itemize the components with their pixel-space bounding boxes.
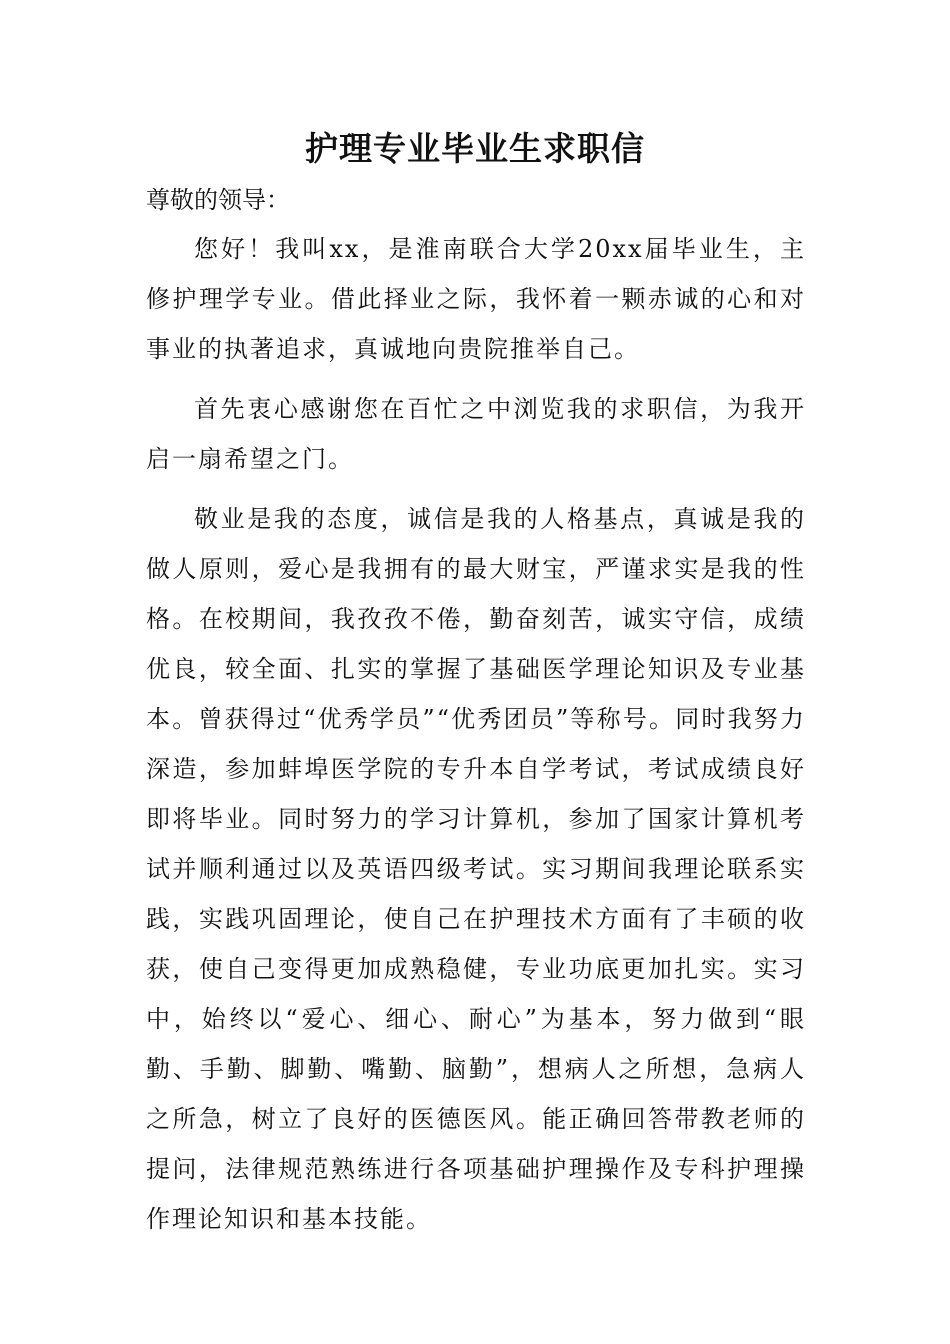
paragraph-thanks: 首先衷心感谢您在百忙之中浏览我的求职信，为我开启一扇希望之门。 [146, 395, 806, 473]
salutation: 尊敬的领导： [146, 186, 290, 214]
letter-body [146, 224, 806, 1254]
paragraph-qualifications: 敬业是我的态度，诚信是我的人格基点，真诚是我的做人原则，爱心是我拥有的最大财宝，严谨求实是我的性格。在校期间，我孜孜不倦，勤奋刻苦，诚实守信，成绩优良，较全面、扎实的掌握了基础医学理论知识及专业基本。曾获得过“优秀学员”“优秀团员”等称号。同时我努力深造，参加蚌埠医学院的专升本自学考试，考试成绩良好即将毕业。同时努力的学习计算机，参加了国家计算机考试并顺利通过以及英语四级考试。实习期间我理论联系实践，实践巩固理论，使自己在护理技术方面有了丰硕的收获，使自己变得更加成熟稳健，专业功底更加扎实。实习中，始终以“爱心、细心、耐心”为基本，努力做到“眼勤、手勤、脚勤、嘴勤、脑勤”，想病人之所想，急病人之所急，树立了良好的医德医风。能正确回答带教老师的提问，法律规范熟练进行各项基础护理操作及专科护理操作理论知识和基本技能。 [146, 505, 806, 1233]
paragraph-introduction: 您好！我叫xx，是淮南联合大学20xx届毕业生，主修护理学专业。借此择业之际，我怀着一颗赤诚的心和对事业的执著追求，真诚地向贵院推举自己。 [146, 235, 806, 363]
document-title: 护理专业毕业生求职信 [305, 129, 645, 168]
